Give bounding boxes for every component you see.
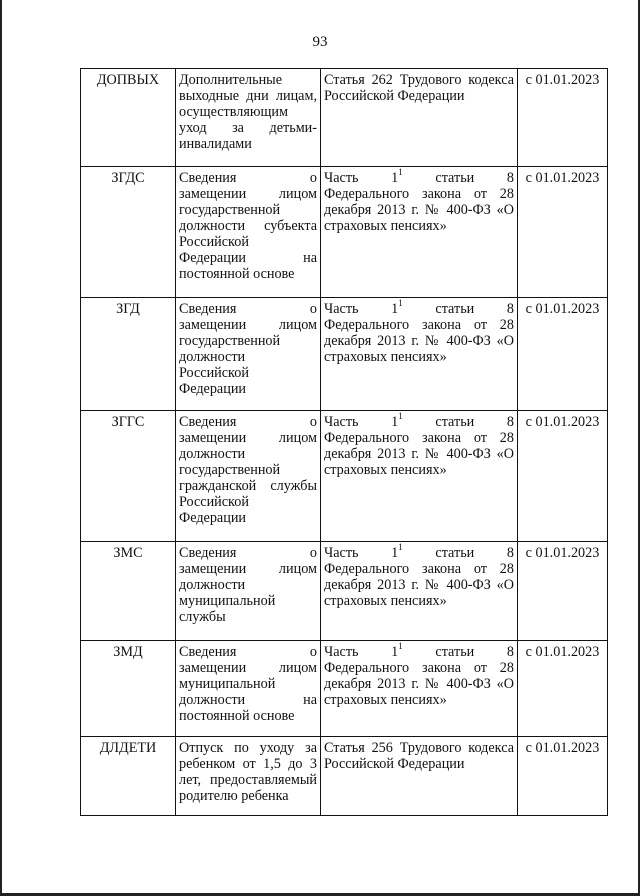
row-code: ЗМС (81, 542, 176, 641)
basis-superscript: 1 (398, 542, 403, 553)
basis-part: Часть 1 (324, 545, 399, 561)
row-description: Дополнительные выходные дни лицам, осуществляющим уход за детьми-инвалидами (176, 69, 321, 167)
table-row (81, 411, 608, 542)
row-date: с 01.01.2023 (518, 542, 608, 641)
row-description: Сведения о замещении лицом должности муниципальной службы (176, 542, 321, 641)
row-description: Отпуск по уходу за ребенком от 1,5 до 3 лет, предоставляемый родителю ребенка (176, 737, 321, 816)
row-code: ЗГД (81, 298, 176, 411)
row-basis: Статья 256 Трудового кодекса Российской Федерации (321, 737, 518, 816)
table-row (81, 641, 608, 737)
table-row (81, 298, 608, 411)
basis-rest: статьи 8 Федерального закона от 28 декабря 2013 г. № 400-ФЗ «О страховых пенсиях» (324, 545, 514, 609)
row-code: ДЛДЕТИ (81, 737, 176, 816)
row-code: ЗГДС (81, 167, 176, 298)
row-basis (321, 411, 518, 542)
table-row (81, 542, 608, 641)
basis-part: Часть 1 (324, 170, 399, 186)
row-date: с 01.01.2023 (518, 69, 608, 167)
row-code: ЗГГС (81, 411, 176, 542)
row-basis (321, 167, 518, 298)
table-row (81, 167, 608, 298)
basis-rest: статьи 8 Федерального закона от 28 декабря 2013 г. № 400-ФЗ «О страховых пенсиях» (324, 301, 514, 365)
table-row (81, 69, 608, 167)
row-date: с 01.01.2023 (518, 737, 608, 816)
row-date: с 01.01.2023 (518, 411, 608, 542)
row-description: Сведения о замещении лицом муниципальной должности на постоянной основе (176, 641, 321, 737)
page-number: 93 (312, 34, 328, 50)
row-description: Сведения о замещении лицом государственной должности субъекта Российской Федерации на постоянной основе (176, 167, 321, 298)
basis-superscript: 1 (398, 298, 403, 309)
codes-table (80, 68, 608, 816)
basis-rest: статьи 8 Федерального закона от 28 декабря 2013 г. № 400-ФЗ «О страховых пенсиях» (324, 644, 514, 708)
row-code: ДОПВЫХ (81, 69, 176, 167)
basis-superscript: 1 (398, 411, 403, 422)
row-basis (321, 298, 518, 411)
row-date: с 01.01.2023 (518, 298, 608, 411)
row-date: с 01.01.2023 (518, 641, 608, 737)
basis-rest: статьи 8 Федерального закона от 28 декабря 2013 г. № 400-ФЗ «О страховых пенсиях» (324, 170, 514, 234)
row-code: ЗМД (81, 641, 176, 737)
row-description: Сведения о замещении лицом государственной должности Российской Федерации (176, 298, 321, 411)
basis-part: Часть 1 (324, 301, 399, 317)
row-description: Сведения о замещении лицом должности государственной гражданской службы Российской Федерации (176, 411, 321, 542)
basis-superscript: 1 (398, 641, 403, 652)
row-basis: Статья 262 Трудового кодекса Российской Федерации (321, 69, 518, 167)
scan-edge-left (0, 0, 2, 896)
row-basis (321, 641, 518, 737)
row-basis (321, 542, 518, 641)
table-row (81, 737, 608, 816)
basis-part: Часть 1 (324, 644, 399, 660)
basis-superscript: 1 (398, 167, 403, 178)
row-date: с 01.01.2023 (518, 167, 608, 298)
basis-part: Часть 1 (324, 414, 399, 430)
basis-rest: статьи 8 Федерального закона от 28 декабря 2013 г. № 400-ФЗ «О страховых пенсиях» (324, 414, 514, 478)
